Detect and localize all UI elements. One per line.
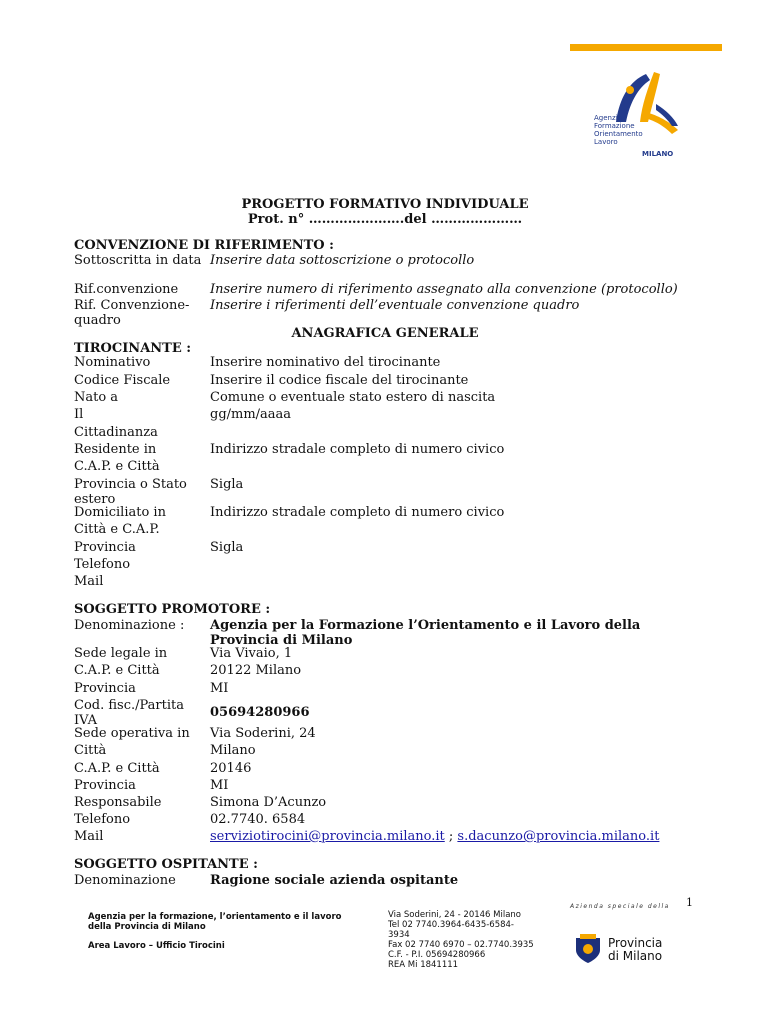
document-title: PROGETTO FORMATIVO INDIVIDUALE bbox=[241, 197, 529, 212]
field-value: Ragione sociale azienda ospitante bbox=[210, 873, 459, 888]
logo-city: MILANO bbox=[642, 150, 674, 158]
field-value: Via Vivaio, 1 bbox=[210, 646, 293, 661]
footer-address-line: Fax 02 7740 6970 – 02.7740.3935 bbox=[388, 940, 534, 950]
provincia-logo-line: di Milano bbox=[608, 949, 663, 963]
field-value: Simona D’Acunzo bbox=[210, 795, 327, 810]
mail-separator: ; bbox=[444, 829, 458, 844]
field-value: Sigla bbox=[210, 477, 244, 492]
field-label: Residente in bbox=[74, 442, 157, 457]
field-label: Mail bbox=[74, 829, 104, 844]
field-value: Indirizzo stradale completo di numero civico bbox=[210, 505, 505, 520]
field-value: Inserire i riferimenti dell’eventuale convenzione quadro bbox=[210, 298, 580, 313]
logo-line: Agenzia bbox=[594, 114, 622, 122]
field-value: Agenzia per la Formazione l’Orientamento e il Lavoro della Provincia di Milano bbox=[210, 618, 641, 648]
footer-address-line: Via Soderini, 24 - 20146 Milano bbox=[388, 910, 522, 920]
field-label: Denominazione bbox=[74, 873, 176, 888]
promotore-heading: SOGGETTO PROMOTORE : bbox=[74, 602, 271, 617]
field-value: 20122 Milano bbox=[210, 663, 302, 678]
convenzione-heading: CONVENZIONE DI RIFERIMENTO : bbox=[74, 238, 334, 253]
mail-link-dacunzo[interactable]: s.dacunzo@provincia.milano.it bbox=[457, 829, 660, 844]
field-label: Provincia bbox=[74, 540, 136, 555]
field-label: Provincia bbox=[74, 778, 136, 793]
field-label: Sede operativa in bbox=[74, 726, 190, 741]
footer-address bbox=[388, 910, 568, 970]
field-value: Milano bbox=[210, 743, 256, 758]
field-label: Telefono bbox=[74, 812, 131, 827]
field-label: Denominazione : bbox=[74, 618, 185, 633]
field-value: Comune o eventuale stato estero di nascita bbox=[210, 390, 496, 405]
field-label: Mail bbox=[74, 574, 104, 589]
mail-links bbox=[210, 829, 659, 844]
field-label: Responsabile bbox=[74, 795, 162, 810]
field-value: 05694280966 bbox=[210, 705, 310, 720]
field-label: C.A.P. e Città bbox=[74, 761, 160, 776]
footer-address-line: Tel 02 7740.3964-6435-6584- bbox=[388, 920, 514, 930]
field-label: Telefono bbox=[74, 557, 131, 572]
field-label: Cod. fisc./Partita IVA bbox=[74, 698, 184, 728]
field-label: Sottoscritta in data bbox=[74, 253, 202, 268]
ospitante-heading: SOGGETTO OSPITANTE : bbox=[74, 857, 258, 872]
field-label: Domiciliato in bbox=[74, 505, 166, 520]
field-value: Inserire il codice fiscale del tirocinante bbox=[210, 373, 469, 388]
field-value: 20146 bbox=[210, 761, 252, 776]
footer-org bbox=[88, 912, 378, 932]
footer-org-line: della Provincia di Milano bbox=[88, 922, 206, 932]
field-value: MI bbox=[210, 778, 229, 793]
field-value: 02.7740. 6584 bbox=[210, 812, 306, 827]
field-value: Indirizzo stradale completo di numero civico bbox=[210, 442, 505, 457]
field-value: MI bbox=[210, 681, 229, 696]
anagrafica-heading: ANAGRAFICA GENERALE bbox=[291, 326, 479, 341]
field-label: Nato a bbox=[74, 390, 119, 405]
provincia-logo-text bbox=[608, 937, 662, 963]
provincia-logo-line: Provincia bbox=[608, 936, 663, 950]
footer-address-line: C.F. - P.I. 05694280966 bbox=[388, 950, 486, 960]
field-label: Nominativo bbox=[74, 355, 151, 370]
footer-org-line: Agenzia per la formazione, l’orientamento e il lavoro bbox=[88, 912, 342, 922]
page-number: 1 bbox=[686, 896, 693, 909]
field-value: gg/mm/aaaa bbox=[210, 407, 292, 422]
logo-line: Orientamento bbox=[594, 130, 643, 138]
field-value: Via Soderini, 24 bbox=[210, 726, 316, 741]
field-label: Città bbox=[74, 743, 107, 758]
field-label: Cittadinanza bbox=[74, 425, 158, 440]
field-label: Rif. Convenzione-quadro bbox=[74, 298, 190, 328]
footer-area: Area Lavoro – Ufficio Tirocini bbox=[88, 941, 225, 951]
field-label: Rif.convenzione bbox=[74, 282, 179, 297]
field-label: Il bbox=[74, 407, 84, 422]
provincia-crest-icon bbox=[574, 932, 602, 964]
footer-caption: Azienda speciale della bbox=[570, 903, 670, 910]
field-label: C.A.P. e Città bbox=[74, 459, 160, 474]
mail-link-servizio-tirocini[interactable]: serviziotirocini@provincia.milano.it bbox=[210, 829, 445, 844]
field-value: Inserire nominativo del tirocinante bbox=[210, 355, 441, 370]
footer-address-line: 3934 bbox=[388, 930, 410, 940]
logo-line: Lavoro bbox=[594, 138, 618, 146]
logo-line: Formazione bbox=[594, 122, 635, 130]
tirocinante-heading: TIROCINANTE : bbox=[74, 341, 192, 356]
field-value: Inserire numero di riferimento assegnato alla convenzione (protocollo) bbox=[210, 282, 678, 297]
header-accent-bar bbox=[570, 44, 722, 51]
field-value: Sigla bbox=[210, 540, 244, 555]
protocol-line: Prot. n° ………………….del ………………… bbox=[247, 212, 523, 227]
field-label: Provincia o Stato estero bbox=[74, 477, 187, 507]
field-label: Sede legale in bbox=[74, 646, 168, 661]
field-label: Provincia bbox=[74, 681, 136, 696]
footer-address-line: REA Mi 1841111 bbox=[388, 960, 459, 970]
field-value: Inserire data sottoscrizione o protocollo bbox=[210, 253, 475, 268]
field-label: C.A.P. e Città bbox=[74, 663, 160, 678]
field-label: Città e C.A.P. bbox=[74, 522, 160, 537]
field-label: Codice Fiscale bbox=[74, 373, 171, 388]
afol-logo bbox=[586, 64, 696, 164]
